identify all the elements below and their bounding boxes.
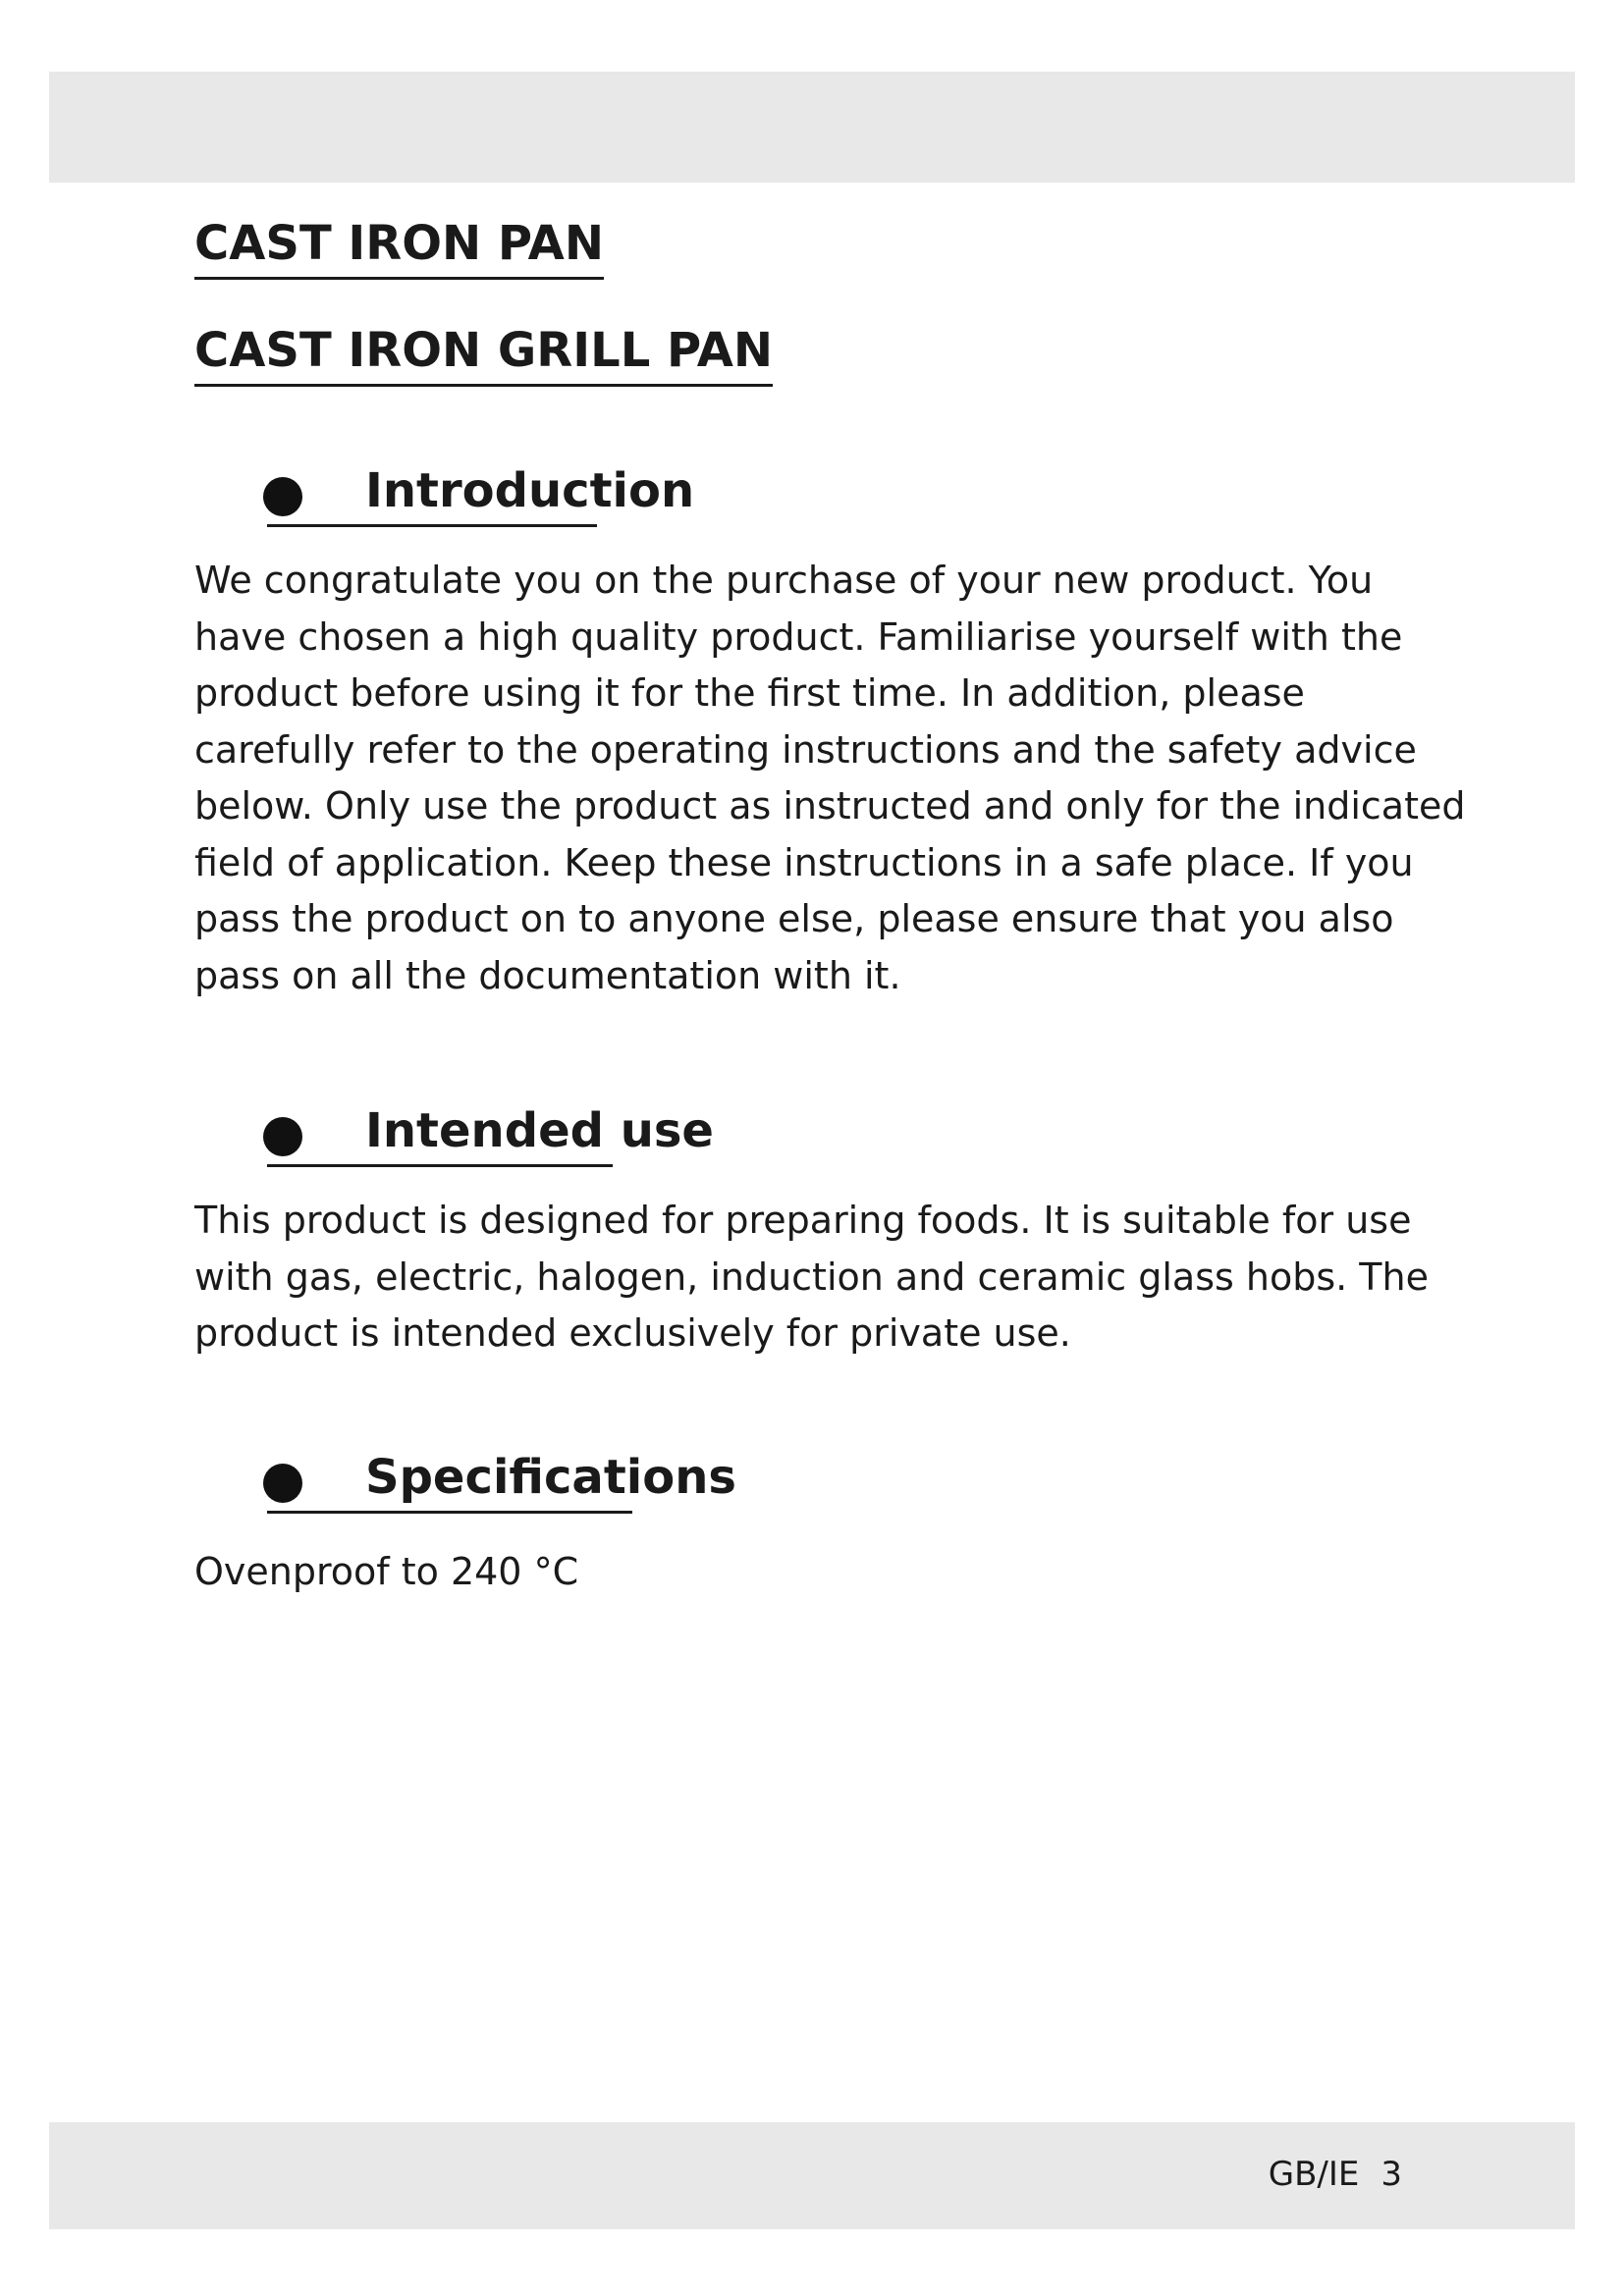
intended-use-text: This product is designed for preparing foods. It is suitable for use with gas, electric, halogen, induction and ceramic glass hobs. The product is intended exclusively for private use. [194, 1199, 1429, 1355]
top-band [49, 72, 1575, 183]
product-title: CAST IRON PAN [194, 220, 604, 280]
specifications-heading-label: Specifications [365, 1450, 736, 1505]
heading-underline [267, 1164, 613, 1167]
bullet-icon [263, 1117, 302, 1156]
intended-use-heading-label: Intended use [365, 1103, 714, 1158]
introduction-text: We congratulate you on the purchase of your new product. You have chosen a high quality product. Familiarise yourself with the product before using it for the first time. In addition, please carefully refer to the operating instructions and the safety advice below. Only use the product as instructed and only for the indicated field of application. Keep these instructions in a safe place. If you pass the product on to anyone else, please ensure that you also pass on all the documentation with it. [194, 559, 1466, 997]
introduction-heading-label: Introduction [365, 463, 695, 518]
bullet-icon [263, 477, 302, 516]
page-footer [1269, 2145, 1402, 2204]
region-label: GB/IE [1268, 2155, 1360, 2194]
heading-underline [267, 1511, 632, 1514]
product-subtitle: CAST IRON GRILL PAN [194, 327, 773, 387]
heading-underline [267, 524, 597, 527]
page-number: 3 [1380, 2155, 1402, 2194]
specifications-text: Ovenproof to 240 °C [194, 1550, 579, 1593]
bullet-icon [263, 1464, 302, 1503]
